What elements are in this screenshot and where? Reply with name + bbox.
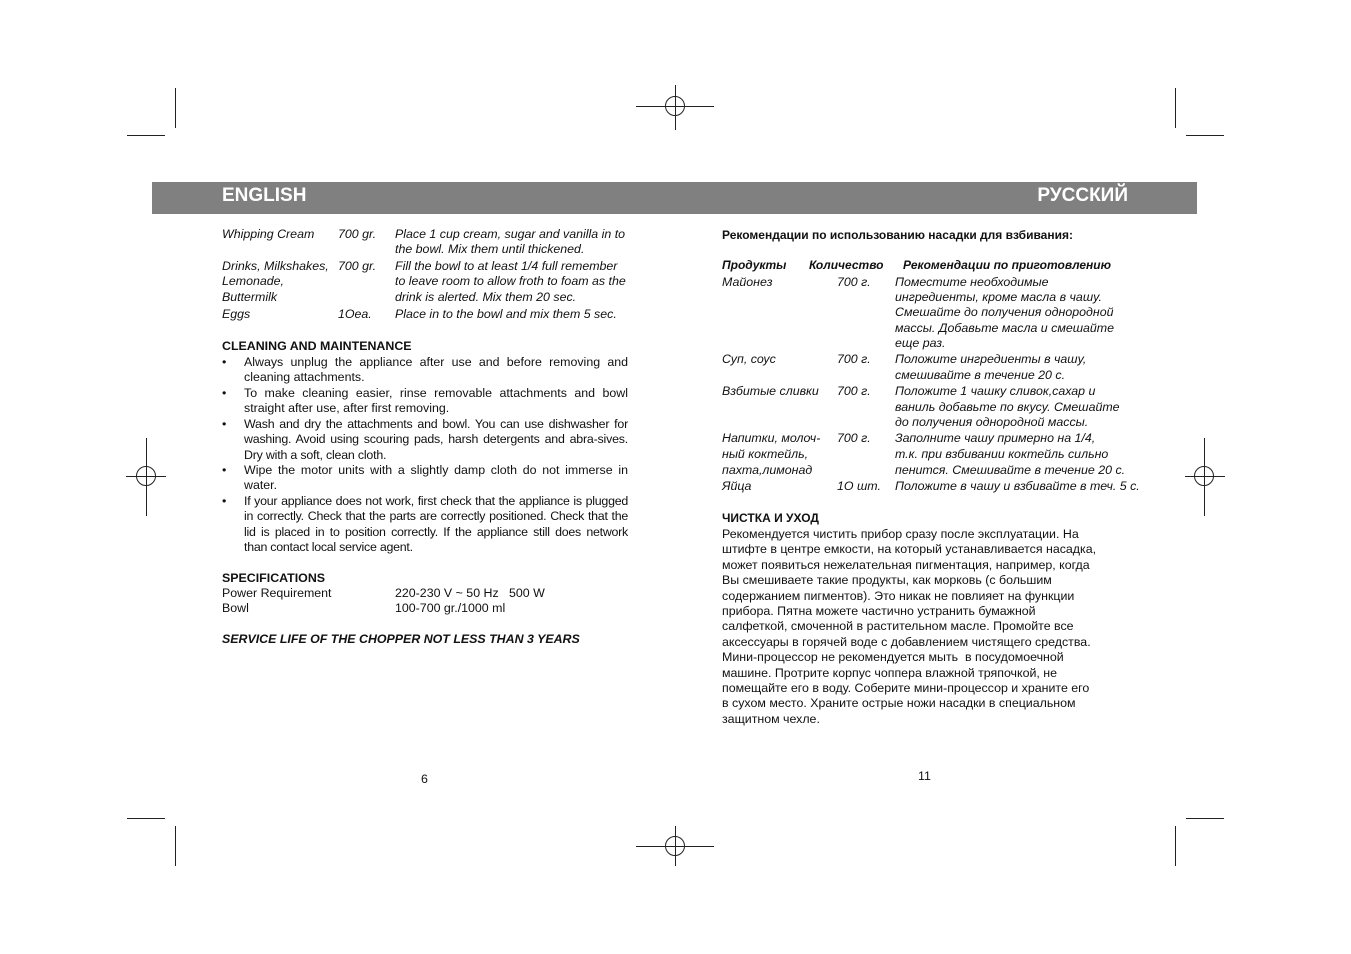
ru-cleaning-line: аксессуары в горячей воде с добавлением чистящего средства. bbox=[722, 634, 1091, 649]
bullet: • bbox=[222, 386, 227, 400]
ru-cleaning-title: ЧИСТКА И УХОД bbox=[722, 511, 819, 525]
cleaning-title: CLEANING AND MAINTENANCE bbox=[222, 339, 412, 353]
crop-mark bbox=[175, 826, 176, 866]
ru-product: ный коктейль, bbox=[722, 447, 809, 461]
recipe-product: Eggs bbox=[222, 307, 251, 321]
ru-instr: Положите 1 чашку сливок,сахар и bbox=[895, 384, 1096, 398]
ru-product: Суп, соус bbox=[722, 352, 776, 366]
register-circle bbox=[665, 836, 685, 856]
spec-label: Bowl bbox=[222, 601, 249, 615]
crop-mark bbox=[1186, 818, 1224, 819]
recipe-instr: drink is alerted. Mix them 20 sec. bbox=[395, 290, 577, 304]
cleaning-item: • Wash and dry the attachments and bowl. You can use dishwasher for washing. Avoid using scouring pads, harsh detergents and abra-sives. Dry with a soft, clean cloth. bbox=[222, 417, 628, 462]
spec-value: 220-230 V ~ 50 Hz 500 W bbox=[395, 586, 545, 600]
ru-cleaning-line: салфеткой, смоченной в растительном масле. Промойте все bbox=[722, 619, 1074, 634]
ru-cleaning-line: прибора. Пятна можете частично устранить бумажной bbox=[722, 604, 1036, 619]
cleaning-item: • Always unplug the appliance after use and before removing and cleaning attachments. bbox=[222, 355, 628, 385]
recipe-product: Lemonade, bbox=[222, 274, 285, 288]
ru-recommendations-title: Рекомендации по использованию насадки для взбивания: bbox=[722, 228, 1073, 242]
crop-mark bbox=[175, 88, 176, 128]
ru-cleaning-line: помещайте его в воду. Соберите мини-процессор и храните его bbox=[722, 681, 1090, 696]
russian-title: РУССКИЙ bbox=[1037, 185, 1128, 206]
ru-qty: 700 г. bbox=[837, 352, 871, 366]
recipe-product: Buttermilk bbox=[222, 290, 278, 304]
bullet: • bbox=[222, 355, 227, 369]
ru-instr: еще раз. bbox=[895, 336, 946, 350]
ru-cleaning-line: может появиться нежелательная пигментация, например, когда bbox=[722, 557, 1090, 572]
ru-product: пахта,лимонад bbox=[722, 463, 813, 477]
ru-cleaning-line: Мини-процессор не рекомендуется мыть в посудомоечной bbox=[722, 650, 1064, 665]
cleaning-item: • If your appliance does not work, first check that the appliance is plugged in correctly. Check that the parts are correctly positioned. Check that the lid is placed in to position correctly. If the appliance still does network than contact local service agent. bbox=[222, 494, 628, 555]
ru-cleaning-line: защитном чехле. bbox=[722, 711, 820, 726]
recipe-instr: to leave room to allow froth to foam as the bbox=[395, 274, 626, 288]
specs-title: SPECIFICATIONS bbox=[222, 571, 326, 585]
ru-instr: массы. Добавьте масла и смешайте bbox=[895, 321, 1114, 335]
bullet: • bbox=[222, 463, 227, 477]
ru-product: Майонез bbox=[722, 275, 773, 289]
crop-mark bbox=[1175, 826, 1176, 866]
recipe-qty: 1Oea. bbox=[338, 307, 372, 321]
ru-instr: Положите ингредиенты в чашу, bbox=[895, 352, 1087, 366]
english-title: ENGLISH bbox=[222, 185, 307, 206]
ru-instr: Смешайте до получения однородной bbox=[895, 305, 1114, 319]
ru-instr: до получения однородной массы. bbox=[895, 415, 1089, 429]
bullet: • bbox=[222, 494, 227, 508]
ru-cleaning-text bbox=[722, 527, 1132, 727]
bullet: • bbox=[222, 417, 227, 431]
recipe-product: Whipping Cream bbox=[222, 227, 315, 241]
crop-mark bbox=[1175, 88, 1176, 128]
ru-instr: т.к. при взбивании коктейль сильно bbox=[895, 447, 1109, 461]
recipe-product: Drinks, Milkshakes, bbox=[222, 259, 329, 273]
ru-qty: 1О шт. bbox=[837, 479, 881, 493]
ru-header-qty: Количество bbox=[809, 258, 884, 272]
ru-instr: смешивайте в течение 20 с. bbox=[895, 368, 1066, 382]
register-circle bbox=[1194, 466, 1214, 486]
ru-product: Взбитые сливки bbox=[722, 384, 819, 398]
ru-header-instr: Рекомендации по приготовлению bbox=[903, 258, 1112, 272]
page-number-left: 6 bbox=[421, 772, 428, 786]
recipe-qty: 700 gr. bbox=[338, 259, 377, 273]
crop-mark bbox=[127, 818, 165, 819]
ru-cleaning-line: содержанием пигментов). Это никак не повлияет на функции bbox=[722, 588, 1075, 603]
recipe-instr: the bowl. Mix them until thickened. bbox=[395, 242, 585, 256]
ru-instr: Заполните чашу примерно на 1/4, bbox=[895, 431, 1096, 445]
ru-qty: 700 г. bbox=[837, 384, 871, 398]
ru-instr: пенится. Смешивайте в течение 20 с. bbox=[895, 463, 1126, 477]
spec-label: Power Requirement bbox=[222, 586, 332, 600]
ru-cleaning-line: в сухом место. Храните острые ножи насадки в специальном bbox=[722, 696, 1076, 711]
register-circle bbox=[665, 96, 685, 116]
spec-value: 100-700 gr./1000 ml bbox=[395, 601, 506, 615]
cleaning-item: • To make cleaning easier, rinse removable attachments and bowl straight after use, after first removing. bbox=[222, 386, 628, 416]
recipe-instr: Fill the bowl to at least 1/4 full remember bbox=[395, 259, 618, 273]
ru-instr: ингредиенты, кроме масла в чашу. bbox=[895, 290, 1102, 304]
ru-instr: Положите в чашу и взбивайте в теч. 5 с. bbox=[895, 479, 1140, 493]
ru-header-product: Продукты bbox=[722, 258, 787, 272]
ru-qty: 700 г. bbox=[837, 275, 871, 289]
ru-qty: 700 г. bbox=[837, 431, 871, 445]
ru-cleaning-line: Рекомендуется чистить прибор сразу после эксплуатации. На bbox=[722, 527, 1079, 541]
service-life: SERVICE LIFE OF THE CHOPPER NOT LESS THAN 3 YEARS bbox=[222, 632, 580, 646]
ru-instr: ваниль добавьте по вкусу. Смешайте bbox=[895, 400, 1120, 414]
recipe-instr: Place 1 cup cream, sugar and vanilla in to bbox=[395, 227, 626, 241]
register-circle bbox=[136, 466, 156, 486]
crop-mark bbox=[1186, 135, 1224, 136]
ru-cleaning-line: штифте в центре емкости, на который устанавливается насадка, bbox=[722, 542, 1097, 557]
ru-cleaning-line: машине. Протрите корпус чоппера влажной тряпочкой, не bbox=[722, 665, 1058, 680]
cleaning-item: • Wipe the motor units with a slightly damp cloth do not immerse in water. bbox=[222, 463, 628, 493]
page-number-right: 11 bbox=[918, 769, 931, 783]
recipe-qty: 700 gr. bbox=[338, 227, 377, 241]
recipe-instr: Place in to the bowl and mix them 5 sec. bbox=[395, 307, 617, 321]
ru-product: Яйца bbox=[722, 479, 752, 493]
ru-product: Напитки, молоч- bbox=[722, 431, 821, 445]
ru-instr: Поместите необходимые bbox=[895, 275, 1049, 289]
crop-mark bbox=[127, 135, 165, 136]
ru-cleaning-line: Вы смешиваете такие продукты, как морковь (с большим bbox=[722, 573, 1052, 588]
